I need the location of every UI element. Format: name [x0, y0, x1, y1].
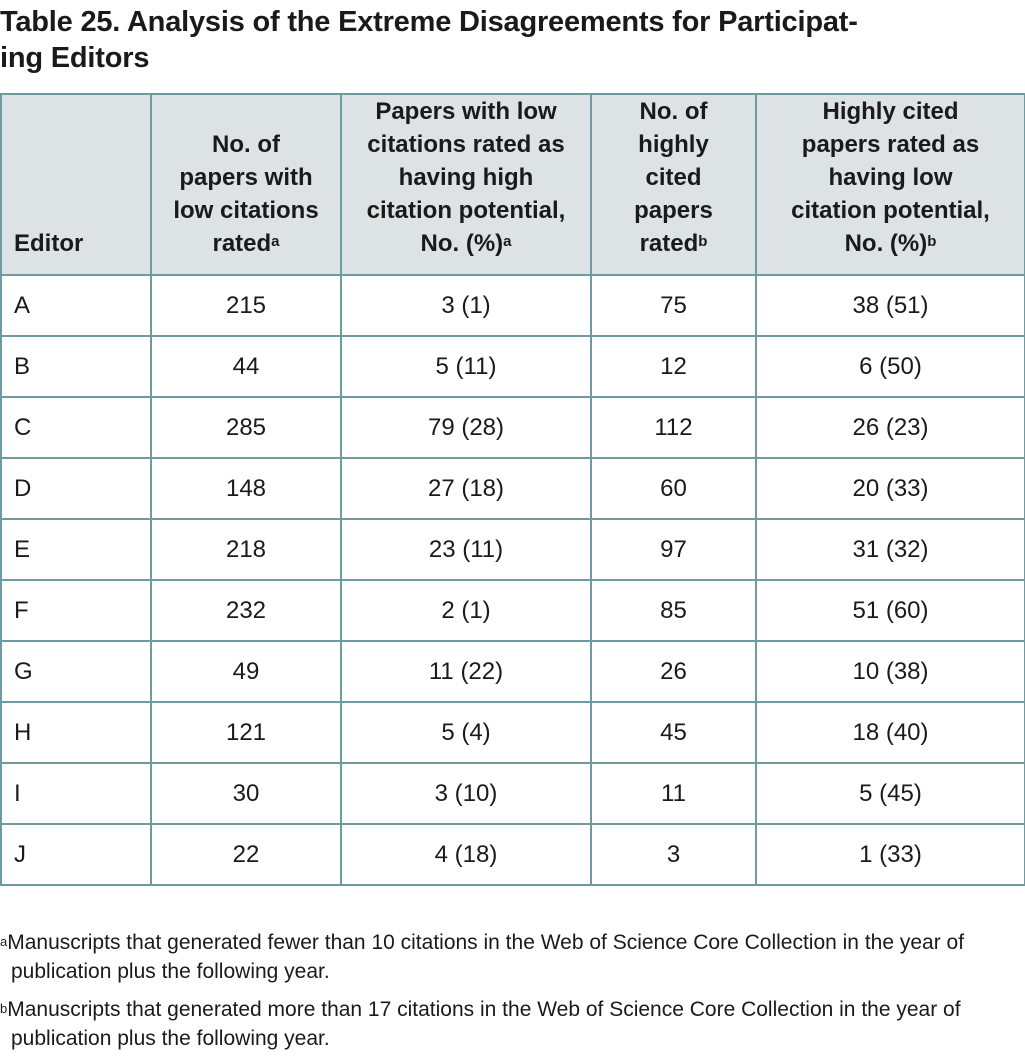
table-row [1, 641, 1025, 702]
header-row [1, 94, 1025, 275]
table-row [1, 519, 1025, 580]
table-row [1, 763, 1025, 824]
highly-cited-low-potential-cell: 1 (33) [756, 824, 1025, 885]
highly-cited-rated-cell: 3 [591, 824, 756, 885]
low-citations-rated-cell: 215 [151, 275, 341, 336]
footnote-mark-a: a [271, 233, 280, 250]
editor-cell: H [1, 702, 151, 763]
editors-table [0, 93, 1025, 886]
header-highly-cited-low-potential: Highly cited papers rated as having low citation potential, No. (%)$^b$ [756, 94, 1025, 275]
footnote-mark-b: b [927, 233, 937, 250]
editor-cell: B [1, 336, 151, 397]
highly-cited-rated-cell: 45 [591, 702, 756, 763]
table-row [1, 458, 1025, 519]
low-rated-high-potential-cell: 23 (11) [341, 519, 591, 580]
low-citations-rated-cell: 285 [151, 397, 341, 458]
header-low-rated-high-potential: Papers with low citations rated as having high citation potential, No. (%)$^a$ [341, 94, 591, 275]
highly-cited-low-potential-cell: 38 (51) [756, 275, 1025, 336]
footnote-b: $^b$Manuscripts that generated more than 17 citations in the Web of Science Core Collection in the year of publication plus the following year. [0, 998, 961, 1050]
low-citations-rated-cell: 218 [151, 519, 341, 580]
low-rated-high-potential-cell: 5 (4) [341, 702, 591, 763]
highly-cited-low-potential-cell: 31 (32) [756, 519, 1025, 580]
low-citations-rated-cell: 148 [151, 458, 341, 519]
low-rated-high-potential-cell: 11 (22) [341, 641, 591, 702]
low-rated-high-potential-cell: 27 (18) [341, 458, 591, 519]
editor-cell: J [1, 824, 151, 885]
highly-cited-low-potential-cell: 51 (60) [756, 580, 1025, 641]
header-editor: Editor [1, 94, 151, 275]
low-citations-rated-cell: 44 [151, 336, 341, 397]
highly-cited-rated-cell: 112 [591, 397, 756, 458]
editor-cell: G [1, 641, 151, 702]
highly-cited-rated-cell: 97 [591, 519, 756, 580]
highly-cited-rated-cell: 12 [591, 336, 756, 397]
table-row [1, 397, 1025, 458]
low-rated-high-potential-cell: 3 (10) [341, 763, 591, 824]
low-rated-high-potential-cell: 79 (28) [341, 397, 591, 458]
highly-cited-rated-cell: 85 [591, 580, 756, 641]
highly-cited-rated-cell: 26 [591, 641, 756, 702]
footnotes [0, 928, 1025, 1062]
table-row [1, 824, 1025, 885]
table-row [1, 580, 1025, 641]
header-highly-cited-rated: No. of highly cited papers rated$^b$ [591, 94, 756, 275]
highly-cited-low-potential-cell: 26 (23) [756, 397, 1025, 458]
low-citations-rated-cell: 22 [151, 824, 341, 885]
low-citations-rated-cell: 232 [151, 580, 341, 641]
editor-cell: F [1, 580, 151, 641]
low-rated-high-potential-cell: 5 (11) [341, 336, 591, 397]
table-row [1, 702, 1025, 763]
table-title: Table 25. Analysis of the Extreme Disagreements for Participat- ing Editors [0, 6, 858, 74]
low-citations-rated-cell: 49 [151, 641, 341, 702]
editor-cell: C [1, 397, 151, 458]
editor-cell: I [1, 763, 151, 824]
low-rated-high-potential-cell: 4 (18) [341, 824, 591, 885]
footnote-a: $^a$Manuscripts that generated fewer than 10 citations in the Web of Science Core Collection in the year of publication plus the following year. [0, 931, 965, 983]
highly-cited-low-potential-cell: 10 (38) [756, 641, 1025, 702]
highly-cited-rated-cell: 75 [591, 275, 756, 336]
low-rated-high-potential-cell: 3 (1) [341, 275, 591, 336]
highly-cited-rated-cell: 60 [591, 458, 756, 519]
footnote-mark-a: a [503, 233, 512, 250]
low-rated-high-potential-cell: 2 (1) [341, 580, 591, 641]
low-citations-rated-cell: 30 [151, 763, 341, 824]
highly-cited-rated-cell: 11 [591, 763, 756, 824]
header-low-citations-rated: No. of papers with low citations rated$^a$ [151, 94, 341, 275]
highly-cited-low-potential-cell: 5 (45) [756, 763, 1025, 824]
editor-cell: E [1, 519, 151, 580]
highly-cited-low-potential-cell: 18 (40) [756, 702, 1025, 763]
low-citations-rated-cell: 121 [151, 702, 341, 763]
highly-cited-low-potential-cell: 20 (33) [756, 458, 1025, 519]
editor-cell: D [1, 458, 151, 519]
editor-cell: A [1, 275, 151, 336]
table-row [1, 336, 1025, 397]
table-row [1, 275, 1025, 336]
footnote-mark-b: b [698, 233, 708, 250]
highly-cited-low-potential-cell: 6 (50) [756, 336, 1025, 397]
